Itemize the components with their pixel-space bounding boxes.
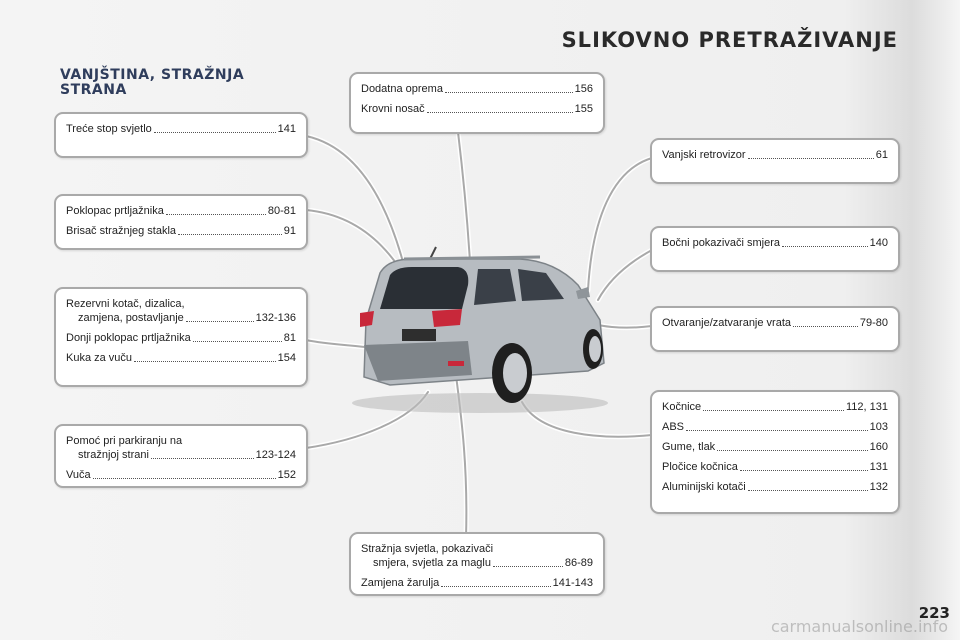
parking-assist-box [54,424,308,488]
list-item: ABS 103 [662,421,888,433]
page-number: 223 [918,604,950,622]
brakes-box [650,390,900,514]
rear-lights-box [349,532,605,596]
list-item: Krovni nosač 155 [361,103,593,115]
list-item: Poklopac prtljažnika 80-81 [66,205,296,217]
mirror-box [650,138,900,184]
list-item: Brisač stražnjeg stakla 91 [66,225,296,237]
spare-wheel-box [54,287,308,387]
list-item: Pomoć pri parkiranju na stražnjoj strani 123-124 [66,435,296,461]
list-item: Otvaranje/zatvaranje vrata 79-80 [662,317,888,329]
list-item: Gume, tlak 160 [662,441,888,453]
car-rear-illustration [350,245,620,415]
list-item: Vuča 152 [66,469,296,481]
page-title: SLIKOVNO PRETRAŽIVANJE [561,28,898,52]
list-item: Kočnice 112, 131 [662,401,888,413]
roof-equipment-box [349,72,605,134]
section-title: VANJŠTINA, STRAŽNJA STRANA [60,67,245,98]
list-item: Rezervni kotač, dizalica, zamjena, postavljanje 132-136 [66,298,296,324]
doors-box [650,306,900,352]
list-item: Bočni pokazivači smjera 140 [662,237,888,249]
watermark: carmanualsonline.info [770,617,948,636]
list-item: Treće stop svjetlo 141 [66,123,296,135]
list-item: Stražnja svjetla, pokazivači smjera, svjetla za maglu 86-89 [361,543,593,569]
list-item: Zamjena žarulja 141-143 [361,577,593,589]
trunk-box [54,194,308,250]
list-item: Donji poklopac prtljažnika 81 [66,332,296,344]
list-item: Kuka za vuču 154 [66,352,296,364]
stop-light-box [54,112,308,158]
list-item: Vanjski retrovizor 61 [662,149,888,161]
list-item: Dodatna oprema 156 [361,83,593,95]
list-item: Aluminijski kotači 132 [662,481,888,493]
side-indicator-box [650,226,900,272]
list-item: Pločice kočnica 131 [662,461,888,473]
